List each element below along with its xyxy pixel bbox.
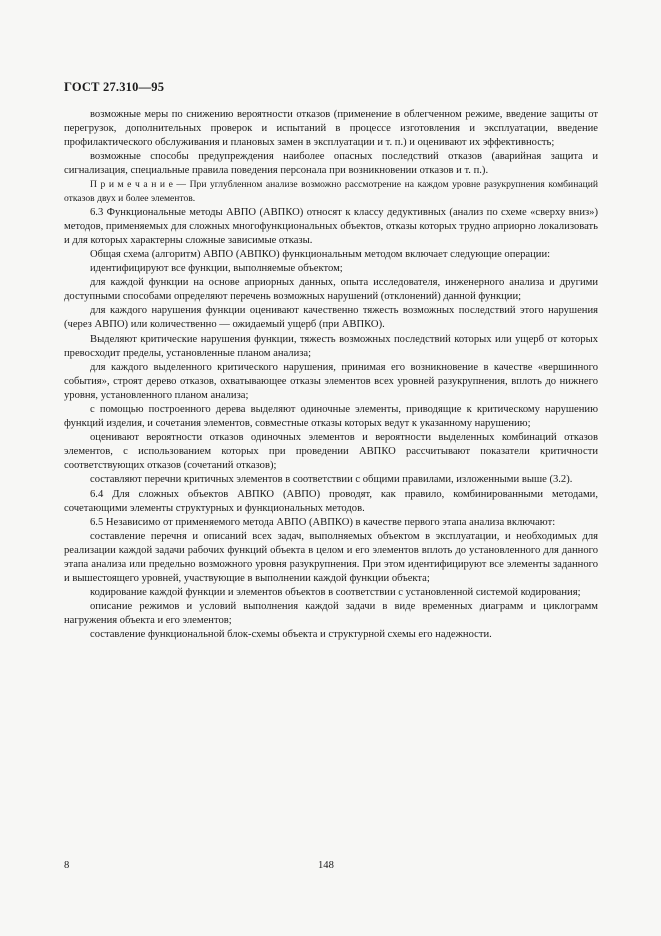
paragraph: составление перечня и описаний всех задач, выполняемых объектом в эксплуатации, и необходимых для реализации каждой задачи рабочих функций объекта в целом и его элементов вплоть до установленного для данного этапа анализа или предельно возможного уровня разукрупнения. При этом идентифицируют все элементы заданного и вышестоящего уровней, участвующие в выполнении каждой функции объекта; — [64, 530, 598, 585]
paragraph: 6.5 Независимо от применяемого метода АВПО (АВПКО) в качестве первого этапа анализа включают: — [90, 516, 556, 528]
paragraph: Общая схема (алгоритм) АВПО (АВПКО) функциональным методом включает следующие операции: — [90, 248, 551, 260]
paragraph: возможные способы предупреждения наиболее опасных последствий отказов (аварийная защита и сигнализация, специальные правила поведения персонала при возникновении отказов и т. п.). — [64, 151, 598, 177]
paragraph: 6.4 Для сложных объектов АВПКО (АВПО) проводят, как правило, комбинированными методами, сочетающими элементы структурных и функциональных методов. — [64, 488, 598, 514]
document-body — [64, 108, 598, 643]
note-paragraph: П р и м е ч а н и е — При углубленном анализе возможно рассмотрение на каждом уровне разукрупнения комбинаций отказов двух и более элементов. — [64, 179, 598, 205]
paragraph: описание режимов и условий выполнения каждой задачи в виде временных диаграмм и циклограмм нагружения объекта и его элементов; — [64, 601, 598, 627]
paragraph: идентифицируют все функции, выполняемые объектом; — [90, 263, 343, 275]
paragraph: для каждой функции на основе априорных данных, опыта исследователя, инженерного анализа и другими доступными способами определяют перечень возможных нарушений (отклонений) данной функции; — [64, 277, 598, 303]
paragraph: составляют перечни критичных элементов в соответствии с общими правилами, изложенными выше (3.2). — [90, 474, 573, 486]
paragraph: Выделяют критические нарушения функции, тяжесть возможных последствий которых или ущерб от которых превосходит пределы, установленные планом анализа; — [64, 333, 598, 359]
paragraph: для каждого нарушения функции оценивают качественно тяжесть возможных последствий этого нарушения (через АВПО) или количественно — ожидаемый ущерб (при АВПКО). — [64, 305, 598, 331]
paragraph: 6.3 Функциональные методы АВПО (АВПКО) относят к классу дедуктивных (анализ по схеме «сверху вниз») методов, применяемых для сложных многофункциональных объектов, отказы которых трудно априорно локализовать и для которых характерны сложные зависимые отказы. — [64, 206, 598, 246]
page-number-left: 8 — [64, 860, 70, 871]
paragraph: кодирование каждой функции и элементов объектов в соответствии с установленной системой кодирования; — [90, 587, 581, 599]
paragraph: составление функциональной блок-схемы объекта и структурной схемы его надежности. — [90, 629, 492, 641]
paragraph: с помощью построенного дерева выделяют одиночные элементы, приводящие к критическому нарушению функций изделия, и сочетания элементов, совместные отказы которых ведут к указанному нарушению; — [64, 403, 598, 430]
page-number-center: 148 — [318, 860, 334, 871]
paragraph: возможные меры по снижению вероятности отказов (применение в облегченном режиме, введение защиты от перегрузок, дополнительных проверок и испытаний в процессе изготовления и эксплуатации, введение профилактического обслуживания и плановых замен в эксплуатации и т. п.) и оценивают их эффективность; — [64, 109, 598, 149]
page-header-title: ГОСТ 27.310—95 — [64, 80, 165, 94]
paragraph: для каждого выделенного критического нарушения, принимая его возникновение в качестве «вершинного события», строят дерево отказов, охватывающее отказы элементов всех уровней разукрупнения, вплоть до нижнего уровня, установленного планом анализа; — [64, 361, 598, 401]
paragraph: оценивают вероятности отказов одиночных элементов и вероятности выделенных комбинаций отказов элементов, с использованием которых при проведении АВПКО рассчитывают показатели критичности соответствующих отказов (сочетаний отказов); — [64, 432, 598, 472]
